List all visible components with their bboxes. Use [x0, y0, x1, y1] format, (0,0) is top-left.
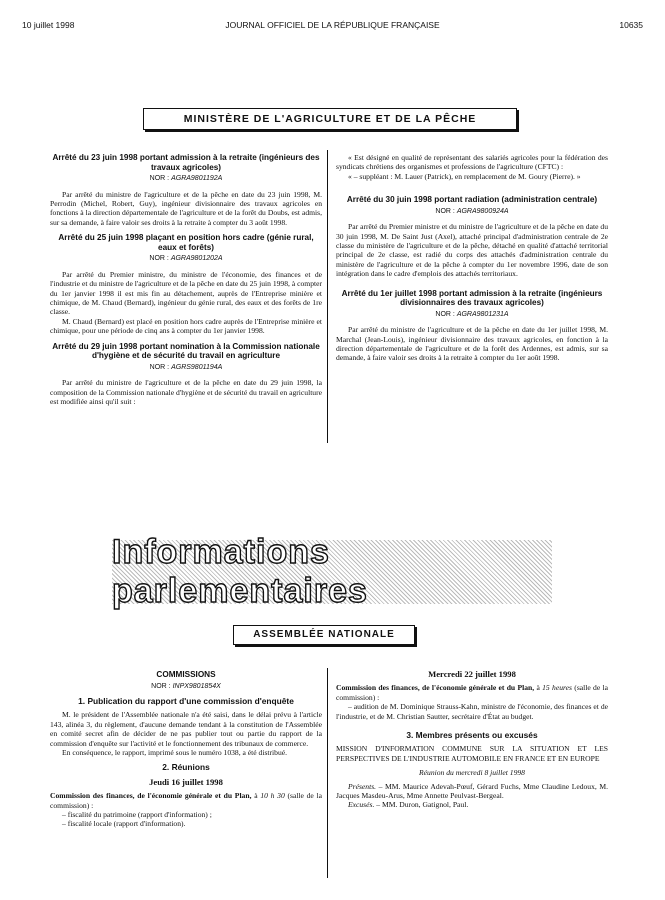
- meeting-date: Réunion du mercredi 8 juillet 1998: [419, 768, 525, 778]
- agenda-item: – fiscalité du patrimoine (rapport d'information) ;: [62, 810, 212, 820]
- decree-title: Arrêté du 25 juin 1998 plaçant en position hors cadre (génie rural, eaux et forêts): [58, 233, 314, 252]
- commissions-column: [50, 670, 322, 829]
- section-paragraph: M. le président de l'Assemblée nationale n'a été saisi, dans le délai prévu à l'article 143, alinéa 3, du règlement, d'aucune demande tendant à la constitution de l'Assemblée en comité secret afin de décider de ne pas publier tout ou partie du rapport de la commission d'enquête sur l'activité et le fonctionnement des tribunaux de commerce.: [50, 710, 322, 748]
- present-line: Présents. – MM. Maurice Adevah-Pœuf, Gérard Fuchs, Mme Claudine Ledoux, M. Jacques Masdeu-Arus, Mme Annette Peulvast-Bergeal.: [336, 781, 608, 801]
- section-title: 3. Membres présents ou excusés: [406, 730, 538, 741]
- section-title: 1. Publication du rapport d'une commission d'enquête: [78, 696, 294, 706]
- section-title: 2. Réunions: [162, 762, 210, 773]
- decree-3: [50, 342, 322, 407]
- decree-1: [50, 153, 322, 227]
- agenda-item: – audition de M. Dominique Strauss-Kahn, ministre de l'économie, des finances et de l'industrie, et de M. Christian Sautter, secrétaire d'État au budget.: [336, 702, 608, 721]
- assembly-title: ASSEMBLÉE NATIONALE: [233, 625, 415, 645]
- banner-title: Informations parlementaires: [112, 533, 368, 610]
- decree-paragraph: Par arrêté du ministre de l'agriculture et de la pêche en date du 23 juin 1998, M. Perrodin (Michel, Robert, Guy), ingénieur divisionnaire des travaux agricoles en fonctions à la direction départementale de l'agriculture et de la forêt du Doubs, est admis, sur sa demande, à faire valoir ses droits à la retraite à compter du 3 août 1998.: [50, 189, 322, 227]
- right-column: [336, 153, 608, 363]
- decree-paragraph: Par arrêté du ministre de l'agriculture et de la pêche en date du 1er juillet 1998, M. Marchal (Jean-Louis), ingénieur divisionnaire des travaux agricoles, en fonction à la direction départementale de l'agriculture et de la forêt des Ardennes, est admis, sur sa demande, à faire valoir ses droits à la retraite à compter du 1er août 1998.: [336, 325, 608, 363]
- decree-5: [336, 289, 608, 363]
- meetings-column: [336, 670, 608, 810]
- nor-reference: NOR : AGRA9801231A: [435, 310, 509, 318]
- commission-line: Commission des finances, de l'économie générale et du Plan, à 15 heures (salle de la commission) :: [336, 683, 608, 702]
- nor-reference: NOR : AGRA9801192A: [149, 175, 223, 183]
- continued-paragraph: « – suppléant : M. Lauer (Patrick), en remplacement de M. Goury (Pierre). »: [348, 171, 581, 181]
- continued-paragraph: « Est désigné en qualité de représentant des salariés agricoles pour la fédération des syndicats chrétiens des organismes et professions de l'agriculture (CFTC) :: [336, 153, 608, 172]
- mission-title: MISSION D'INFORMATION COMMUNE SUR LA SITUATION ET LES PERSPECTIVES DE L'INDUSTRIE AUTOMOBILE EN FRANCE ET EN EUROPE: [336, 744, 608, 763]
- decree-title: Arrêté du 30 juin 1998 portant radiation (administration centrale): [346, 195, 598, 205]
- ministry-title: MINISTÈRE DE L'AGRICULTURE ET DE LA PÊCHE: [143, 108, 517, 130]
- nor-reference: NOR : AGRA9800924A: [435, 207, 509, 215]
- header-date: 10 juillet 1998: [22, 20, 75, 30]
- parliamentary-banner: [112, 533, 552, 610]
- decree-2: [50, 233, 322, 335]
- column-divider: [327, 150, 328, 443]
- section-paragraph: En conséquence, le rapport, imprimé sous le numéro 1038, a été distribué.: [62, 748, 288, 758]
- decree-4: [336, 195, 608, 278]
- nor-reference: NOR : INPX9801854X: [151, 682, 221, 690]
- agenda-item: – fiscalité locale (rapport d'information).: [62, 819, 186, 829]
- decree-paragraph: M. Chaud (Bernard) est placé en position hors cadre auprès de l'Entreprise minière et chimique, pour une période de cinq ans à compter du 1er janvier 1998.: [50, 316, 322, 336]
- nor-reference: NOR : AGRA9801202A: [149, 255, 223, 263]
- decree-title: Arrêté du 23 juin 1998 portant admission à la retraite (ingénieurs des travaux agricoles): [52, 153, 320, 172]
- decree-title: Arrêté du 1er juillet 1998 portant admission à la retraite (ingénieurs divisionnaires des travaux agricoles): [341, 288, 603, 308]
- header-journal: JOURNAL OFFICIEL DE LA RÉPUBLIQUE FRANÇAISE: [225, 20, 440, 30]
- excused-line: Excusés. – MM. Duron, Gatignol, Paul.: [348, 800, 469, 810]
- meeting-day: Jeudi 16 juillet 1998: [149, 776, 223, 787]
- decree-paragraph: Par arrêté du Premier ministre, du ministre de l'économie, des finances et de l'industrie et du ministre de l'agriculture et de la pêche en date du 25 juin 1998, à compter du 1er janvier 1998 il est mis fin au détachement, auprès de l'Entreprise minière et chimique, de M. Chaud (Bernard), ingénieur du génie rural, des eaux et des forêts de 1re classe.: [50, 269, 322, 317]
- decree-paragraph: Par arrêté du ministre de l'agriculture et de la pêche en date du 29 juin 1998, la composition de la Commission nationale d'hygiène et de sécurité du travail en agriculture est modifiée ainsi qu'il suit :: [50, 378, 322, 407]
- meeting-day: Mercredi 22 juillet 1998: [428, 669, 516, 679]
- decree-paragraph: Par arrêté du Premier ministre et du ministre de l'agriculture et de la pêche en date du 30 juin 1998, M. De Saint Just (Axel), attaché principal d'administration centrale de 2e classe du ministère de l'agriculture et de la pêche, détaché en qualité d'attaché territorial principal de 2e classe, est radié du corps des attachés d'administration centrale du ministère de l'agriculture et de la pêche à compter du 1er novembre 1996, date de son intégration dans le cadre d'emplois des attachés territoriaux.: [336, 222, 608, 279]
- header-page-number: 10635: [619, 20, 643, 30]
- commission-line: Commission des finances, de l'économie générale et du Plan, à 10 h 30 (salle de la commission) :: [50, 791, 323, 810]
- decree-title: Arrêté du 29 juin 1998 portant nomination à la Commission nationale d'hygiène et de sécurité du travail en agriculture: [52, 341, 320, 361]
- column-divider-bottom: [327, 668, 328, 878]
- commissions-heading: COMMISSIONS: [156, 670, 216, 679]
- left-column: [50, 153, 322, 406]
- nor-reference: NOR : AGRS9801194A: [149, 363, 223, 371]
